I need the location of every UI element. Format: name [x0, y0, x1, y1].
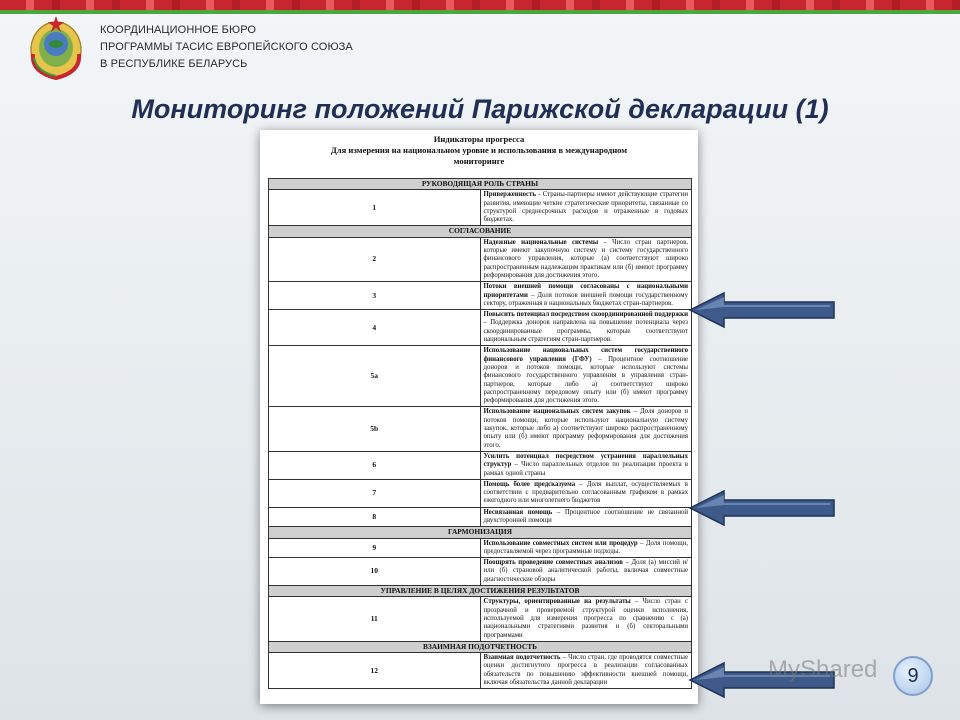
section-title: ГАРМОНИЗАЦИЯ	[269, 527, 692, 538]
table-row	[269, 407, 692, 451]
indicator-description	[480, 653, 692, 689]
indicator-number: 12	[269, 653, 481, 689]
table-row	[269, 346, 692, 407]
indicator-text: – Доля потоков внешней помощи государственному сектору, отраженная в национальных бюджетах стран-партнеров.	[483, 291, 688, 307]
indicator-number: 6	[269, 451, 481, 479]
indicator-text: - Страны-партнеры имеют действующие стратегии развития, имеющие четкие стратегические приоритеты, связанные со структурой среднесрочных расходов и отраженные в годовых бюджетах.	[483, 191, 688, 224]
table-row	[269, 558, 692, 586]
indicator-number: 9	[269, 538, 481, 558]
indicator-name: Повысить потенциал посредством скоординированной поддержки	[483, 311, 688, 319]
section-title: СОГЛАСОВАНИЕ	[269, 226, 692, 237]
table-row	[269, 507, 692, 527]
indicator-description	[480, 479, 692, 507]
indicator-description	[480, 507, 692, 527]
indicator-number: 2	[269, 237, 481, 281]
indicator-name: Взаимная подотчетность	[483, 654, 561, 662]
table-row	[269, 653, 692, 689]
indicator-name: Усилить потенциал посредством устранения параллельных структур	[483, 452, 688, 469]
table-row	[269, 310, 692, 346]
indicators-table	[268, 178, 692, 689]
indicator-text: – Доля доноров и потоков помощи, которые используют национальную систему закупок, которые либо а) соответствуют широко распространенному опыту или (б) имеют программу реформирования для достижения этого.	[483, 408, 688, 449]
indicator-text: – Число стран партнеров, которые имеют закупочную систему и систему государственного финансового управления, которые (а) соответствуют широко распространенным надлежащим практикам или (б) имеют программу реформирования для достижения этого.	[483, 238, 688, 279]
indicator-name: Использование национальных систем закупок	[483, 408, 631, 416]
watermark: MyShared	[768, 656, 878, 683]
indicator-text: – Доля (а) миссий и/или (б) страновой аналитической работы, включая совместные диагностические обзоры	[483, 559, 688, 583]
belarus-coat-of-arms-icon	[28, 14, 84, 80]
indicator-number: 5a	[269, 346, 481, 407]
document-heading-line-3: мониторинге	[453, 156, 505, 166]
arrow-indicator-7-icon	[688, 488, 836, 528]
indicator-name: Использование совместных систем или процедур	[483, 539, 638, 547]
indicator-text: – Число стран, где проводятся совместные оценки достигнутого прогресса в реализации согласованных обязательств по повышению эффективности внешней помощи, включая обязательства данной декларации	[483, 654, 688, 687]
org-line-3: В РЕСПУБЛИКЕ БЕЛАРУСЬ	[100, 58, 248, 70]
table-section-row	[269, 586, 692, 597]
indicator-name: Потоки внешней помощи согласованы с национальными приоритетами	[483, 283, 688, 299]
table-row	[269, 190, 692, 226]
indicator-number: 3	[269, 282, 481, 310]
indicator-text: – Процентное соотношение не связанной двухсторонней помощи	[483, 508, 688, 524]
indicator-description	[480, 538, 692, 558]
section-title: РУКОВОДЯЩАЯ РОЛЬ СТРАНЫ	[269, 179, 692, 190]
table-section-row	[269, 179, 692, 190]
indicator-text: – Доля помощи, предоставляемой через программные подходы.	[483, 539, 688, 555]
indicator-description	[480, 407, 692, 451]
table-row	[269, 479, 692, 507]
table-row	[269, 237, 692, 281]
indicator-number: 7	[269, 479, 481, 507]
indicator-description	[480, 282, 692, 310]
org-line-2: ПРОГРАММЫ ТАСИС ЕВРОПЕЙСКОГО СОЮЗА	[100, 41, 353, 53]
organization-name	[100, 22, 353, 73]
indicator-description	[480, 190, 692, 226]
table-section-row	[269, 641, 692, 652]
table-row	[269, 597, 692, 641]
document-heading-line-2: Для измерения на национальном уровне и использования в международном	[330, 145, 628, 155]
indicator-description	[480, 597, 692, 641]
indicator-name: Помощь более предсказуема	[483, 480, 576, 488]
arrow-indicator-3-icon	[688, 290, 836, 330]
green-stripe	[0, 10, 960, 14]
org-line-1: КООРДИНАЦИОННОЕ БЮРО	[100, 24, 257, 36]
indicator-name: Использование национальных систем государственного финансового управления (ГФУ)	[483, 347, 688, 363]
page-number: 9	[893, 656, 933, 696]
table-row	[269, 451, 692, 479]
indicator-name: Поощрять проведение совместных анализов	[483, 559, 623, 567]
table-section-row	[269, 226, 692, 237]
indicator-text: – Число стран с прозрачной и проверяемой структурой оценки исполнения, используемой для измерения прогресса по сравнению с (а) национальными стратегиями развития и (б) секторальными программами	[483, 598, 688, 639]
table-row	[269, 538, 692, 558]
indicators-document	[260, 130, 698, 704]
indicator-text: – Число параллельных отделов по реализации проекта в рамках одной страны	[483, 461, 688, 477]
indicator-text: – Процентное соотношение доноров и потоков помощи, которые используют системы финансового государственного управления в управления стран-партнеров, которые либо а) соответствуют широко распространенному передовому опыту или (б) имеют программу реформирования для достижения этого.	[483, 355, 688, 405]
indicator-name: Надежные национальные системы	[483, 238, 599, 246]
indicator-number: 8	[269, 507, 481, 527]
indicator-number: 11	[269, 597, 481, 641]
national-ornament-strip	[0, 0, 960, 10]
slide-title: Мониторинг положений Парижской декларации (1)	[131, 94, 829, 124]
indicator-text: – Поддержка доноров направлена на повышение потенциала через скоординированные программы, которые соответствуют национальным стратегиям стран-партнеров.	[483, 319, 688, 344]
indicator-description	[480, 451, 692, 479]
indicator-description	[480, 346, 692, 407]
indicator-text: – Доля выплат, осуществляемых в соответствии с предварительно согласованным графиком в рамках ежегодного или многолетнего бюджетов	[483, 480, 688, 505]
indicator-number: 10	[269, 558, 481, 586]
section-title: УПРАВЛЕНИЕ В ЦЕЛЯХ ДОСТИЖЕНИЯ РЕЗУЛЬТАТОВ	[269, 586, 692, 597]
indicator-number: 1	[269, 190, 481, 226]
indicator-name: Несвязанная помощь	[483, 508, 553, 516]
indicator-description	[480, 558, 692, 586]
document-heading	[260, 130, 698, 175]
section-title: ВЗАИМНАЯ ПОДОТЧЕТНОСТЬ	[269, 641, 692, 652]
indicator-number: 5b	[269, 407, 481, 451]
indicator-name: Структуры, ориентированные на результаты	[483, 598, 631, 606]
indicator-description	[480, 310, 692, 346]
indicator-description	[480, 237, 692, 281]
indicator-name: Приверженность	[483, 191, 536, 199]
document-heading-line-1: Индикаторы прогресса	[433, 134, 525, 144]
indicator-number: 4	[269, 310, 481, 346]
table-row	[269, 282, 692, 310]
table-section-row	[269, 527, 692, 538]
